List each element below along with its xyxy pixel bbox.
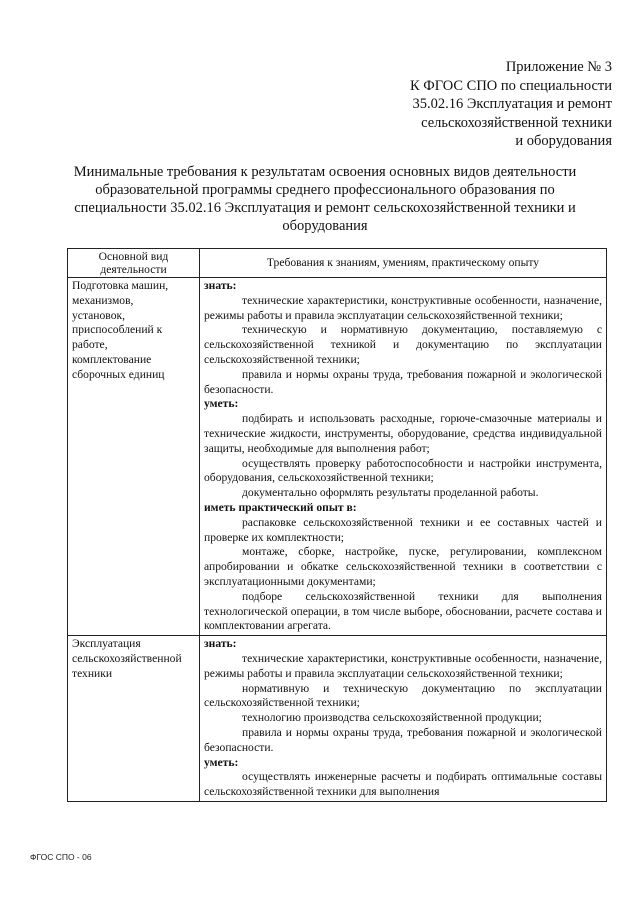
know-item: нормативную и техническую документацию по эксплуатации сельскохозяйственной техники; bbox=[204, 681, 602, 710]
requirements-table bbox=[67, 248, 607, 802]
activity-line: установок, bbox=[72, 308, 126, 322]
experience-item: распаковке сельскохозяйственной техники и ее составных частей и проверке их комплектности; bbox=[204, 515, 602, 544]
appendix-line: 35.02.16 Эксплуатация и ремонт bbox=[412, 96, 612, 112]
activity-line: работе, bbox=[72, 338, 108, 352]
title-line: образовательной программы среднего профессионального образования по bbox=[95, 182, 555, 198]
can-label: уметь: bbox=[204, 397, 239, 411]
appendix-line: Приложение № 3 bbox=[505, 59, 612, 75]
know-item: правила и нормы охраны труда, требования пожарной и экологической безопасности. bbox=[204, 725, 602, 754]
table-row bbox=[68, 278, 607, 636]
activity-line: механизмов, bbox=[72, 293, 134, 307]
know-item: технические характеристики, конструктивные особенности, назначение, режимы работы и правила эксплуатации сельскохозяйственной техники; bbox=[204, 651, 602, 680]
experience-label: иметь практический опыт в: bbox=[204, 500, 357, 514]
experience-item: монтаже, сборке, настройке, пуске, регулировании, комплексном апробировании и обкатке сельскохозяйственной техники в соответствии с эксплуатационными документами; bbox=[204, 545, 602, 588]
activity-line: Подготовка машин, bbox=[72, 279, 169, 292]
activity-line: приспособлений к bbox=[72, 323, 163, 337]
title-line: оборудования bbox=[282, 218, 368, 234]
know-label: знать: bbox=[204, 637, 237, 651]
activity-line: сборочных единиц bbox=[72, 367, 165, 381]
know-item: технические характеристики, конструктивные особенности, назначение, режимы работы и правила эксплуатации сельскохозяйственной техники; bbox=[204, 293, 602, 322]
can-item: документально оформлять результаты проделанной работы. bbox=[242, 486, 539, 500]
activity-cell bbox=[68, 278, 200, 636]
know-item: техническую и нормативную документацию, поставляемую с сельскохозяйственной техникой и документацию по эксплуатации сельскохозяйственной техники; bbox=[204, 323, 602, 366]
can-item: подбирать и использовать расходные, горюче-смазочные материалы и технические жидкости, инструменты, оборудование, средства индивидуальной защиты, необходимые для выполнения работ; bbox=[204, 412, 602, 455]
table-header-row bbox=[68, 249, 607, 278]
activity-line: Эксплуатация bbox=[72, 637, 141, 651]
can-item: осуществлять инженерные расчеты и подбирать оптимальные составы сельскохозяйственной техники для выполнения bbox=[204, 770, 602, 799]
requirements-cell bbox=[200, 636, 607, 802]
activity-cell bbox=[68, 636, 200, 802]
appendix-line: сельскохозяйственной техники bbox=[421, 114, 612, 131]
title-line: специальности 35.02.16 Эксплуатация и ремонт сельскохозяйственной техники и bbox=[74, 200, 576, 216]
appendix-header bbox=[352, 58, 612, 151]
can-label: уметь: bbox=[204, 755, 239, 769]
document-title bbox=[70, 163, 580, 235]
activity-line: сельскохозяйственной bbox=[72, 651, 182, 665]
appendix-line: и оборудования bbox=[515, 133, 612, 149]
table-row bbox=[68, 636, 607, 802]
appendix-line: К ФГОС СПО по специальности bbox=[409, 77, 612, 94]
header-activity: Основной вид деятельности bbox=[68, 249, 200, 278]
activity-line: техники bbox=[72, 666, 113, 680]
know-item: правила и нормы охраны труда, требования пожарной и экологической безопасности. bbox=[204, 367, 602, 396]
title-line: Минимальные требования к результатам освоения основных видов деятельности bbox=[73, 164, 577, 180]
can-item: осуществлять проверку работоспособности и настройки инструмента, оборудования, сельскохозяйственной техники; bbox=[204, 456, 602, 485]
requirements-cell bbox=[200, 278, 607, 636]
page-footer: ФГОС СПО - 06 bbox=[30, 852, 92, 862]
know-label: знать: bbox=[204, 279, 237, 292]
header-requirements: Требования к знаниям, умениям, практическому опыту bbox=[200, 249, 607, 278]
activity-line: комплектование bbox=[72, 352, 152, 366]
know-item: технологию производства сельскохозяйственной продукции; bbox=[242, 711, 542, 725]
experience-item: подборе сельскохозяйственной техники для выполнения технологической операции, в том числе выборе, обосновании, расчете состава и комплектовании агрегата. bbox=[204, 589, 602, 633]
